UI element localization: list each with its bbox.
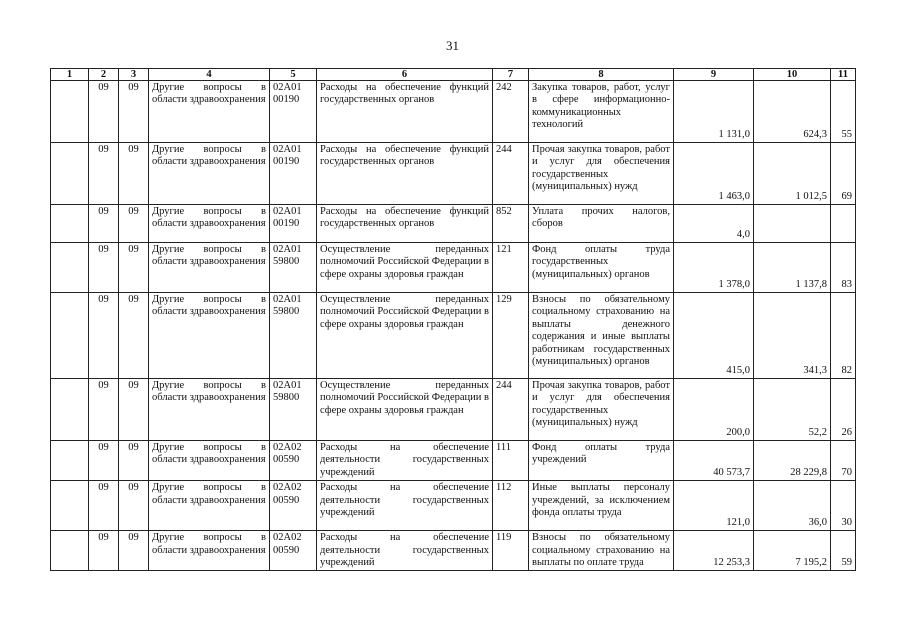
- table-cell-col-11: 59: [831, 531, 856, 571]
- column-header-10: 10: [754, 69, 831, 81]
- table-row: [51, 293, 856, 379]
- table-cell-col-6: Расходы на обеспечение деятельности государственных учреждений: [317, 531, 493, 571]
- table-cell-col-2: 09: [89, 379, 119, 441]
- table-cell-col-10: 1 012,5: [754, 143, 831, 205]
- table-cell-col-9: 12 253,3: [674, 531, 754, 571]
- table-cell-col-7: 111: [493, 441, 529, 481]
- table-cell-col-2: 09: [89, 81, 119, 143]
- table-cell-col-8: Прочая закупка товаров, работ и услуг для обеспечения государственных (муниципальных) нужд: [529, 379, 674, 441]
- table-cell-col-5: 02А02 00590: [270, 481, 317, 531]
- column-header-4: 4: [149, 69, 270, 81]
- column-header-1: 1: [51, 69, 89, 81]
- table-cell-col-5: 02А01 59800: [270, 243, 317, 293]
- column-header-3: 3: [119, 69, 149, 81]
- table-cell-col-9: 1 378,0: [674, 243, 754, 293]
- column-header-9: 9: [674, 69, 754, 81]
- table-cell-col-5: 02А02 00590: [270, 531, 317, 571]
- table-cell-col-2: 09: [89, 243, 119, 293]
- table-cell-col-3: 09: [119, 531, 149, 571]
- table-cell-col-8: Прочая закупка товаров, работ и услуг для обеспечения государственных (муниципальных) нужд: [529, 143, 674, 205]
- table-cell-col-3: 09: [119, 481, 149, 531]
- table-cell-col-9: 415,0: [674, 293, 754, 379]
- table-cell-col-10: [754, 205, 831, 243]
- column-header-2: 2: [89, 69, 119, 81]
- table-cell-col-4: Другие вопросы в области здравоохранения: [149, 441, 270, 481]
- table-cell-col-2: 09: [89, 481, 119, 531]
- table-cell-col-4: Другие вопросы в области здравоохранения: [149, 243, 270, 293]
- table-cell-col-1: [51, 379, 89, 441]
- table-cell-col-10: 52,2: [754, 379, 831, 441]
- table-cell-col-1: [51, 243, 89, 293]
- table-cell-col-8: Закупка товаров, работ, услуг в сфере информационно-коммуникационных технологий: [529, 81, 674, 143]
- table-cell-col-1: [51, 531, 89, 571]
- table-cell-col-10: 28 229,8: [754, 441, 831, 481]
- table-cell-col-6: Расходы на обеспечение функций государственных органов: [317, 205, 493, 243]
- table-cell-col-1: [51, 293, 89, 379]
- table-cell-col-4: Другие вопросы в области здравоохранения: [149, 81, 270, 143]
- table-row: [51, 481, 856, 531]
- table-row: [51, 143, 856, 205]
- table-cell-col-11: 82: [831, 293, 856, 379]
- column-header-11: 11: [831, 69, 856, 81]
- table-cell-col-11: [831, 205, 856, 243]
- table-cell-col-11: 83: [831, 243, 856, 293]
- table-cell-col-11: 30: [831, 481, 856, 531]
- table-cell-col-1: [51, 81, 89, 143]
- table-cell-col-7: 244: [493, 379, 529, 441]
- table-cell-col-9: 121,0: [674, 481, 754, 531]
- table-cell-col-2: 09: [89, 143, 119, 205]
- table-cell-col-11: 70: [831, 441, 856, 481]
- table-cell-col-10: 36,0: [754, 481, 831, 531]
- table-cell-col-2: 09: [89, 293, 119, 379]
- table-cell-col-11: 69: [831, 143, 856, 205]
- table-cell-col-3: 09: [119, 441, 149, 481]
- column-header-6: 6: [317, 69, 493, 81]
- table-cell-col-7: 121: [493, 243, 529, 293]
- table-cell-col-1: [51, 205, 89, 243]
- table-cell-col-6: Осуществление переданных полномочий Российской Федерации в сфере охраны здоровья граждан: [317, 243, 493, 293]
- table-cell-col-4: Другие вопросы в области здравоохранения: [149, 481, 270, 531]
- table-cell-col-6: Расходы на обеспечение деятельности государственных учреждений: [317, 441, 493, 481]
- table-cell-col-3: 09: [119, 379, 149, 441]
- table-cell-col-4: Другие вопросы в области здравоохранения: [149, 205, 270, 243]
- table-cell-col-10: 1 137,8: [754, 243, 831, 293]
- table-cell-col-1: [51, 441, 89, 481]
- page-number: 31: [446, 38, 459, 53]
- table-cell-col-8: Взносы по обязательному социальному страхованию на выплаты денежного содержания и иные выплаты работникам государственных (муниципальных) органов: [529, 293, 674, 379]
- table-cell-col-6: Расходы на обеспечение функций государственных органов: [317, 81, 493, 143]
- table-cell-col-5: 02А01 00190: [270, 205, 317, 243]
- table-cell-col-8: Иные выплаты персоналу учреждений, за исключением фонда оплаты труда: [529, 481, 674, 531]
- table-cell-col-2: 09: [89, 441, 119, 481]
- table-row: [51, 379, 856, 441]
- table-cell-col-7: 244: [493, 143, 529, 205]
- table-cell-col-7: 112: [493, 481, 529, 531]
- table-cell-col-6: Осуществление переданных полномочий Российской Федерации в сфере охраны здоровья граждан: [317, 293, 493, 379]
- table-cell-col-3: 09: [119, 143, 149, 205]
- table-cell-col-3: 09: [119, 205, 149, 243]
- table-cell-col-6: Осуществление переданных полномочий Российской Федерации в сфере охраны здоровья граждан: [317, 379, 493, 441]
- table-cell-col-8: Фонд оплаты труда государственных (муниципальных) органов: [529, 243, 674, 293]
- table-cell-col-5: 02А02 00590: [270, 441, 317, 481]
- table-cell-col-4: Другие вопросы в области здравоохранения: [149, 379, 270, 441]
- table-cell-col-10: 624,3: [754, 81, 831, 143]
- table-cell-col-10: 341,3: [754, 293, 831, 379]
- table-cell-col-9: 40 573,7: [674, 441, 754, 481]
- table-cell-col-1: [51, 143, 89, 205]
- table-cell-col-6: Расходы на обеспечение деятельности государственных учреждений: [317, 481, 493, 531]
- table-cell-col-8: Уплата прочих налогов, сборов: [529, 205, 674, 243]
- table-cell-col-5: 02А01 00190: [270, 143, 317, 205]
- table-cell-col-4: Другие вопросы в области здравоохранения: [149, 531, 270, 571]
- column-header-5: 5: [270, 69, 317, 81]
- table-cell-col-7: 119: [493, 531, 529, 571]
- table-row: [51, 243, 856, 293]
- table-cell-col-7: 129: [493, 293, 529, 379]
- table-cell-col-9: 1 131,0: [674, 81, 754, 143]
- budget-table: [50, 68, 856, 571]
- table-cell-col-5: 02А01 59800: [270, 293, 317, 379]
- table-body: [51, 81, 856, 571]
- table-cell-col-4: Другие вопросы в области здравоохранения: [149, 293, 270, 379]
- table-cell-col-7: 852: [493, 205, 529, 243]
- table-cell-col-9: 200,0: [674, 379, 754, 441]
- column-header-8: 8: [529, 69, 674, 81]
- table-cell-col-5: 02А01 00190: [270, 81, 317, 143]
- table-row: [51, 81, 856, 143]
- table-cell-col-8: Фонд оплаты труда учреждений: [529, 441, 674, 481]
- table-cell-col-5: 02А01 59800: [270, 379, 317, 441]
- table-cell-col-6: Расходы на обеспечение функций государственных органов: [317, 143, 493, 205]
- table-cell-col-10: 7 195,2: [754, 531, 831, 571]
- table-cell-col-8: Взносы по обязательному социальному страхованию на выплаты по оплате труда: [529, 531, 674, 571]
- table-cell-col-2: 09: [89, 205, 119, 243]
- table-row: [51, 441, 856, 481]
- table-cell-col-3: 09: [119, 243, 149, 293]
- table-header-row: [51, 69, 856, 81]
- table-cell-col-1: [51, 481, 89, 531]
- table-row: [51, 205, 856, 243]
- table-cell-col-9: 4,0: [674, 205, 754, 243]
- table-cell-col-9: 1 463,0: [674, 143, 754, 205]
- table-cell-col-3: 09: [119, 81, 149, 143]
- table-cell-col-2: 09: [89, 531, 119, 571]
- table-cell-col-3: 09: [119, 293, 149, 379]
- column-header-7: 7: [493, 69, 529, 81]
- table-cell-col-11: 26: [831, 379, 856, 441]
- table-cell-col-7: 242: [493, 81, 529, 143]
- table-row: [51, 531, 856, 571]
- table-cell-col-4: Другие вопросы в области здравоохранения: [149, 143, 270, 205]
- table-cell-col-11: 55: [831, 81, 856, 143]
